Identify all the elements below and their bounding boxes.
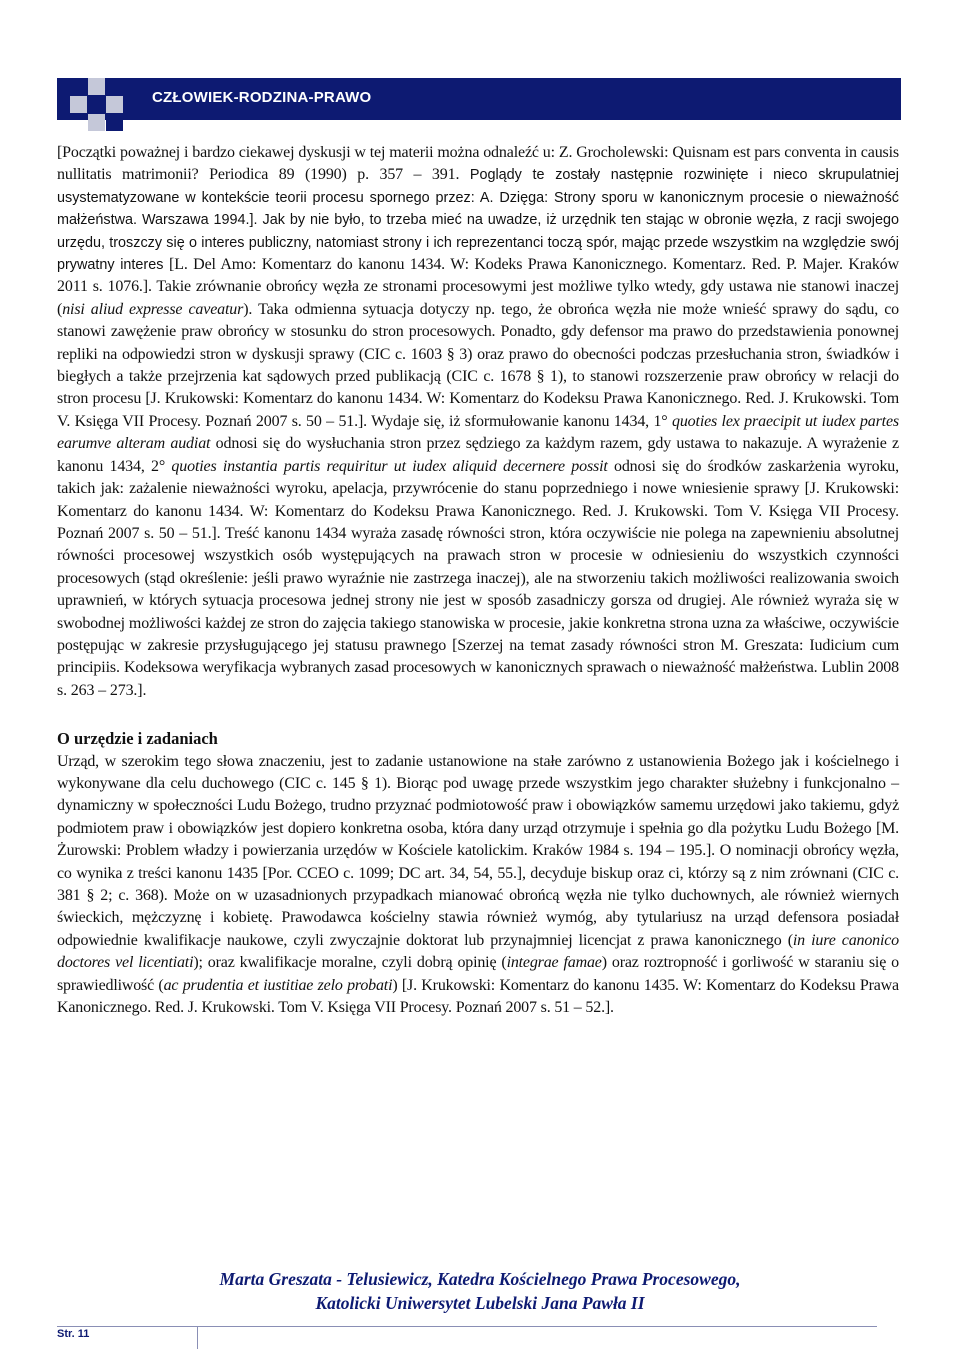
header-title: CZŁOWIEK-RODZINA-PRAWO [152, 89, 372, 106]
text-run: odnosi się do środków zaskarżenia wyroku, takich jak: zażalenie nieważności wyroku, apelacja, przywrócenie do stanu poprzedniego i nowe wniesienie sprawy [J. Krukowski: Komentarz do kanonu 1434. W: Komentarz do Kodeksu Prawa Kanonicznego. Red. J. Krukowski. Tom V. Księga VII Procesy. Poznań 2007 s. 50 – 51.]. Treść kanonu 1434 wyraża zasadę równości stron, która oczywiście nie polega na zapewnieniu absolutnej równości procesowej wszystkich osób występujących na prawach stron w procesie w odniesieniu do wszystkich czynności procesowych (stąd określenie: jeśli prawo wyraźnie nie zastrzega inaczej), ale na stworzeniu takich możliwości realizowania swoich uprawnień, w których sytuacja procesowa jednej strony nie jest w sposób zasadniczy gorsza od drugiej. Ale również wyraża się w swobodnej możliwości każdej ze stron do zajęcia takiego stanowiska w procesie, jakie konkretna strona uzna za właściwe, oczywiście postępując w zakresie przysługującego jej statusu prawnego [Szerzej na temat zasady równości stron M. Greszata: Iudicium cum principiis. Kodeksowa weryfikacja wybranych zasad procesowych w kanonicznych sprawach o nieważność małżeństwa. Lublin 2008 s. 263 – 273.]. [57, 457, 899, 699]
header-square-decoration [106, 114, 123, 131]
header-square-decoration [106, 96, 123, 113]
footer-author [0, 1267, 960, 1315]
text-run: [Początki poważnej i bardzo ciekawej dyskusji w tej materii można odnaleźć u: Z. Grocholewski: Quisnam est pars conventa in causis nullitatis matrimonii? Periodica 89 (1990) p. 357 – 391. [57, 144, 899, 184]
section-heading: O urzędzie i zadaniach [57, 729, 218, 749]
latin-phrase: in iure canonico doctores vel licentiati [57, 931, 899, 972]
text-run: Jak by nie było, to trzeba mieć na uwadze, iż urzędnik ten stając w obronie węzła, z racji swojego urzędu, troszczy się o interes publiczny, natomiast strony i ich reprezentanci toczą spór, mając przede wszystkim na względzie swój prywatny interes [57, 212, 899, 274]
header-square-decoration [88, 114, 105, 131]
latin-phrase: ac prudentia et iustitiae zelo probati [163, 976, 393, 994]
header-square-decoration [70, 78, 87, 95]
text-run: Urząd, w szerokim tego słowa znaczeniu, jest to zadanie ustanowione na stałe zarówno z ustanowienia Bożego jak i kościelnego i wykonywane dla celu duchowego (CIC c. 145 § 1). Biorąc pod uwagę przede wszystkim jego charakter służebny i funkcjonalno – dynamiczny w społeczności Ludu Bożego, trudno przyznać podmiotowość praw i obowiązków samemu urzędowi jako takiemu, gdyż podmiotem praw i obowiązków jest dopiero konkretna osoba, która dany urząd otrzymuje i spełnia go dla pożytku Ludu Bożego [M. Żurowski: Problem władzy i powierzania urzędów w Kościele katolickim. Kraków 1984 s. 194 – 195.]. O nominacji obrońcy węzła, co wynika z treści kanonu 1435 [Por. CCEO c. 1099; DC art. 34, 54, 55.], decyduje biskup oraz ci, którzy są z nim zrównani (CIC c. 381 § 2; c. 368). Może on w uzasadnionych przypadkach mianować obrońcą węzła nie tylko duchownych, ale również wiernych świeckich, mężczyznę i kobietę. Prawodawca kościelny stawia również wymóg, aby tytulariusz na urząd defensora posiadał odpowiednie kwalifikacje naukowe, czyli zwyczajnie doktorat lub przynajmniej licencjat z prawa kanonicznego ( [57, 752, 899, 949]
paragraph-office-duties [57, 751, 899, 1020]
footer-line-university: Katolicki Uniwersytet Lubelski Jana Pawła II [315, 1293, 645, 1313]
text-run: ) [J. Krukowski: Komentarz do kanonu 1435. W: Komentarz do Kodeksu Prawa Kanonicznego. Red. J. Krukowski. Tom V. Księga VII Procesy. Poznań 2007 s. 51 – 52.]. [57, 976, 899, 1017]
latin-phrase: integrae famae [506, 954, 602, 972]
text-run: ); oraz kwalifikacje moralne, czyli dobrą opinię ( [193, 954, 507, 972]
text-run: odnosi się do wysłuchania stron przez sędziego za każdym razem, gdy ustawa to nakazuje. A wyrażenie z kanonu 1434, 2° [57, 435, 900, 475]
footer-line-author: Marta Greszata - Telusiewicz, Katedra Kościelnego Prawa Procesowego, [219, 1269, 741, 1289]
header-square-decoration [88, 96, 105, 113]
latin-phrase: nisi aliud expresse caveatur [62, 300, 244, 318]
header-square-decoration [88, 78, 105, 95]
latin-phrase: quoties instantia partis requiritur ut iudex aliquid decernere possit [171, 457, 608, 475]
page-number: Str. 11 [57, 1328, 90, 1340]
text-run: [L. Del Amo: Komentarz do kanonu 1434. W: Kodeks Prawa Kanonicznego. Komentarz. Red. P. Majer. Kraków 2011 s. 1076.]. Takie zrównanie obrońcy węzła ze stronami procesowymi jest możliwe tylko wtedy, gdy ustawa nie stanowi inaczej ( [57, 256, 899, 318]
header-square-decoration [70, 96, 87, 113]
text-run: ). Taka odmienna sytuacja dotyczy np. tego, że obrońca węzła nie może wnieść sprawy do sądu, co stanowi zawężenie praw obrońcy w stosunku do stron procesowych. Ponadto, gdy defensor ma prawo do przedstawienia ponownej repliki na odpowiedzi stron w dyskusji sprawy (CIC c. 1603 § 3) oraz prawo do obecności podczas przesłuchania stron, świadków i biegłych a także przejrzenia kat sądowych przed publikacją (CIC c. 1678 § 1), to stanowi rozszerzenie praw obrońcy w relacji do stron procesu [J. Krukowski: Komentarz do kanonu 1434. W: Komentarz do Kodeksu Prawa Kanonicznego. Red. J. Krukowski. Tom V. Księga VII Procesy. Poznań 2007 s. 50 – 51.]. Wydaje się, iż sformułowanie kanonu 1434, 1° [57, 300, 899, 430]
paragraph-footnote-discussion [57, 142, 899, 702]
latin-phrase: quoties lex praecipit ut iudex partes earumve alteram audiat [57, 412, 899, 453]
text-run: ) oraz roztropność i gorliwość w staraniu się o sprawiedliwość ( [57, 954, 899, 994]
document-body [57, 142, 899, 1019]
text-run: Poglądy te zostały następnie rozwinięte i nieco skrupulatniej usystematyzowane w kontekście teorii procesu spornego przez: A. Dzięga: Strony sporu w kanonicznym procesie o nieważność małżeństwa. Warszawa 1994.]. [57, 167, 899, 229]
